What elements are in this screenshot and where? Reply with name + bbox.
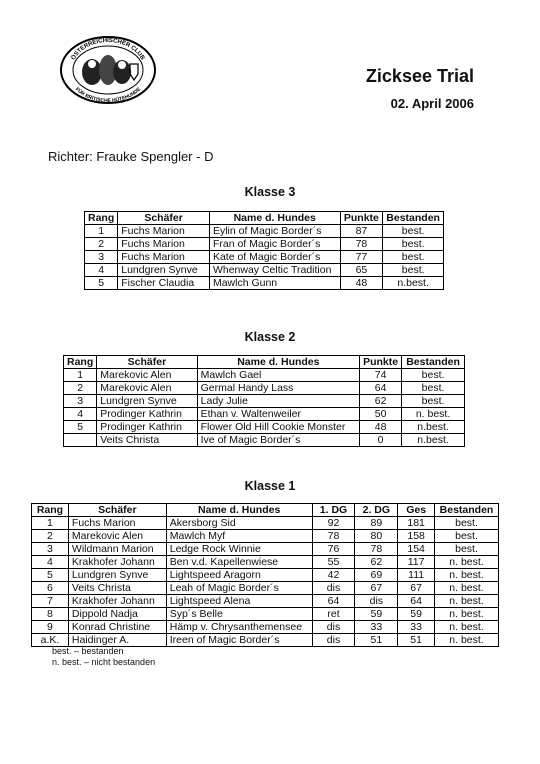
table-cell: best.: [402, 395, 465, 408]
table-row: [64, 421, 465, 434]
table-cell: 2: [64, 382, 97, 395]
table-cell: Veits Christa: [68, 582, 166, 595]
legend-item: n. best. – nicht bestanden: [52, 657, 156, 667]
event-date: 02. April 2006: [390, 96, 474, 111]
table-cell: 59: [398, 608, 435, 621]
table-cell: 4: [32, 556, 69, 569]
table-cell: 55: [312, 556, 355, 569]
table-cell: Fuchs Marion: [118, 251, 210, 264]
table-cell: 89: [355, 517, 398, 530]
table-cell: 42: [312, 569, 355, 582]
col-header: Schäfer: [118, 212, 210, 225]
table-cell: Ledge Rock Winnie: [166, 543, 312, 556]
table-cell: Lundgren Synve: [118, 264, 210, 277]
logo-text-bottom: FÜR BRITISCHE HÜTEHUNDE: [73, 86, 143, 104]
table-cell: n. best.: [435, 608, 499, 621]
table-cell: Marekovic Alen: [97, 369, 197, 382]
table-cell: 87: [340, 225, 383, 238]
klasse3-table: [84, 211, 444, 290]
table-row: [64, 395, 465, 408]
col-header: Bestanden: [383, 212, 444, 225]
table-cell: 62: [355, 556, 398, 569]
table-cell: Lundgren Synve: [97, 395, 197, 408]
table-cell: 6: [32, 582, 69, 595]
table-cell: Fuchs Marion: [118, 238, 210, 251]
table-cell: Prodinger Kathrin: [97, 408, 197, 421]
table-cell: 78: [355, 543, 398, 556]
table-cell: 1: [32, 517, 69, 530]
table-cell: Lightspeed Alena: [166, 595, 312, 608]
table-cell: 5: [32, 569, 69, 582]
table-cell: n. best.: [435, 582, 499, 595]
table-cell: n. best.: [402, 408, 465, 421]
table-cell: 64: [312, 595, 355, 608]
table-cell: n.best.: [402, 434, 465, 447]
table-cell: Ethan v. Waltenweiler: [197, 408, 359, 421]
table-cell: best.: [435, 543, 499, 556]
table-cell: Lightspeed Aragorn: [166, 569, 312, 582]
col-header: Rang: [32, 504, 69, 517]
table-cell: Prodinger Kathrin: [97, 421, 197, 434]
klasse2-table: [63, 355, 465, 447]
klasse1-heading: Klasse 1: [244, 479, 296, 493]
table-cell: 48: [360, 421, 402, 434]
table-cell: dis: [312, 582, 355, 595]
table-cell: Akersborg Sid: [166, 517, 312, 530]
judge-line: Richter: Frauke Spengler - D: [48, 149, 214, 164]
table-cell: best.: [435, 517, 499, 530]
table-row: [85, 277, 444, 290]
page-title: Zicksee Trial: [365, 66, 474, 86]
table-cell: best.: [402, 382, 465, 395]
table-row: [64, 408, 465, 421]
table-cell: 158: [398, 530, 435, 543]
club-logo: [58, 34, 158, 104]
table-cell: Fran of Magic Border´s: [209, 238, 340, 251]
table-cell: 67: [398, 582, 435, 595]
table-row: [32, 634, 499, 647]
table-row: [85, 225, 444, 238]
table-cell: 5: [64, 421, 97, 434]
table-row: [85, 238, 444, 251]
table-row: [64, 382, 465, 395]
table-cell: 117: [398, 556, 435, 569]
logo-text-top: ÖSTERREICHISCHER CLUB: [70, 37, 146, 62]
table-cell: best.: [383, 238, 444, 251]
svg-text:FÜR BRITISCHE HÜTEHUNDE: [74, 86, 143, 104]
table-cell: dis: [312, 634, 355, 647]
table-cell: 50: [360, 408, 402, 421]
table-row: [32, 517, 499, 530]
table-row: [32, 608, 499, 621]
table-cell: 1: [64, 369, 97, 382]
table-row: [85, 264, 444, 277]
col-header: Ges: [398, 504, 435, 517]
table-cell: 74: [360, 369, 402, 382]
table-cell: best.: [435, 530, 499, 543]
table-cell: best.: [383, 264, 444, 277]
table-cell: Lady Julie: [197, 395, 359, 408]
klasse2-heading: Klasse 2: [244, 330, 296, 344]
table-cell: Fischer Claudia: [118, 277, 210, 290]
klasse3-heading: Klasse 3: [244, 185, 296, 199]
table-row: [85, 251, 444, 264]
table-cell: n.best.: [383, 277, 444, 290]
table-cell: Mawlch Myf: [166, 530, 312, 543]
col-header: 2. DG: [355, 504, 398, 517]
table-cell: n. best.: [435, 621, 499, 634]
table-cell: Leah of Magic Border´s: [166, 582, 312, 595]
table-cell: 9: [32, 621, 69, 634]
table-cell: 2: [32, 530, 69, 543]
col-header: Name d. Hundes: [209, 212, 340, 225]
table-cell: 181: [398, 517, 435, 530]
table-cell: 1: [85, 225, 118, 238]
col-header: Name d. Hundes: [166, 504, 312, 517]
table-cell: 33: [355, 621, 398, 634]
table-cell: 7: [32, 595, 69, 608]
table-cell: Wildmann Marion: [68, 543, 166, 556]
table-cell: n. best.: [435, 595, 499, 608]
table-cell: 78: [340, 238, 383, 251]
table-cell: 154: [398, 543, 435, 556]
table-cell: Veits Christa: [97, 434, 197, 447]
table-cell: 111: [398, 569, 435, 582]
table-cell: Germal Handy Lass: [197, 382, 359, 395]
table-cell: ret: [312, 608, 355, 621]
table-cell: n. best.: [435, 569, 499, 582]
table-cell: Dippold Nadja: [68, 608, 166, 621]
table-row: [32, 556, 499, 569]
table-cell: best.: [402, 369, 465, 382]
col-header: Punkte: [340, 212, 383, 225]
table-row: [32, 543, 499, 556]
table-cell: 3: [64, 395, 97, 408]
table-cell: Whenway Celtic Tradition: [209, 264, 340, 277]
table-cell: dis: [312, 621, 355, 634]
table-cell: Ben v.d. Kapellenwiese: [166, 556, 312, 569]
table-cell: 48: [340, 277, 383, 290]
table-cell: 80: [355, 530, 398, 543]
table-cell: best.: [383, 251, 444, 264]
table-cell: Mawlch Gael: [197, 369, 359, 382]
table-cell: 92: [312, 517, 355, 530]
table-cell: Marekovic Alen: [68, 530, 166, 543]
table-row: [32, 621, 499, 634]
table-header-row: [85, 212, 444, 225]
table-cell: 67: [355, 582, 398, 595]
table-cell: a.K.: [32, 634, 69, 647]
table-header-row: [64, 356, 465, 369]
table-row: [32, 530, 499, 543]
col-header: Rang: [85, 212, 118, 225]
table-cell: Krakhofer Johann: [68, 595, 166, 608]
table-row: [32, 582, 499, 595]
legend-item: best. – bestanden: [52, 646, 124, 656]
table-cell: 76: [312, 543, 355, 556]
table-cell: 78: [312, 530, 355, 543]
table-cell: dis: [355, 595, 398, 608]
table-cell: 64: [398, 595, 435, 608]
table-cell: 8: [32, 608, 69, 621]
col-header: Rang: [64, 356, 97, 369]
legend: [52, 646, 155, 668]
col-header: Schäfer: [97, 356, 197, 369]
table-cell: 3: [85, 251, 118, 264]
table-cell: 65: [340, 264, 383, 277]
table-cell: Ireen of Magic Border´s: [166, 634, 312, 647]
table-cell: Konrad Christine: [68, 621, 166, 634]
table-cell: 51: [398, 634, 435, 647]
table-cell: 4: [64, 408, 97, 421]
table-cell: best.: [383, 225, 444, 238]
table-cell: Lundgren Synve: [68, 569, 166, 582]
col-header: Punkte: [360, 356, 402, 369]
table-cell: Haidinger A.: [68, 634, 166, 647]
table-cell: 64: [360, 382, 402, 395]
table-cell: 77: [340, 251, 383, 264]
table-row: [64, 434, 465, 447]
table-cell: 0: [360, 434, 402, 447]
table-cell: 2: [85, 238, 118, 251]
table-cell: Mawlch Gunn: [209, 277, 340, 290]
col-header: Bestanden: [435, 504, 499, 517]
table-cell: 5: [85, 277, 118, 290]
table-row: [64, 369, 465, 382]
table-cell: n. best.: [435, 634, 499, 647]
table-cell: 69: [355, 569, 398, 582]
col-header: Name d. Hundes: [197, 356, 359, 369]
table-cell: 59: [355, 608, 398, 621]
table-cell: 33: [398, 621, 435, 634]
table-cell: 62: [360, 395, 402, 408]
table-cell: Eylin of Magic Border´s: [209, 225, 340, 238]
table-cell: Syp´s Belle: [166, 608, 312, 621]
table-header-row: [32, 504, 499, 517]
klasse1-table: [31, 503, 499, 647]
table-cell: n.best.: [402, 421, 465, 434]
col-header: Bestanden: [402, 356, 465, 369]
table-cell: Marekovic Alen: [97, 382, 197, 395]
table-cell: 3: [32, 543, 69, 556]
table-cell: Kate of Magic Border´s: [209, 251, 340, 264]
table-cell: Ive of Magic Border´s: [197, 434, 359, 447]
table-cell: Fuchs Marion: [118, 225, 210, 238]
table-row: [32, 569, 499, 582]
dogs-emblem-icon: [82, 55, 138, 85]
table-row: [32, 595, 499, 608]
table-cell: [64, 434, 97, 447]
table-cell: 51: [355, 634, 398, 647]
table-cell: Hämp v. Chrysanthemensee: [166, 621, 312, 634]
col-header: 1. DG: [312, 504, 355, 517]
table-cell: n. best.: [435, 556, 499, 569]
table-cell: Fuchs Marion: [68, 517, 166, 530]
table-cell: 4: [85, 264, 118, 277]
col-header: Schäfer: [68, 504, 166, 517]
table-cell: Flower Old Hill Cookie Monster: [197, 421, 359, 434]
table-cell: Krakhofer Johann: [68, 556, 166, 569]
